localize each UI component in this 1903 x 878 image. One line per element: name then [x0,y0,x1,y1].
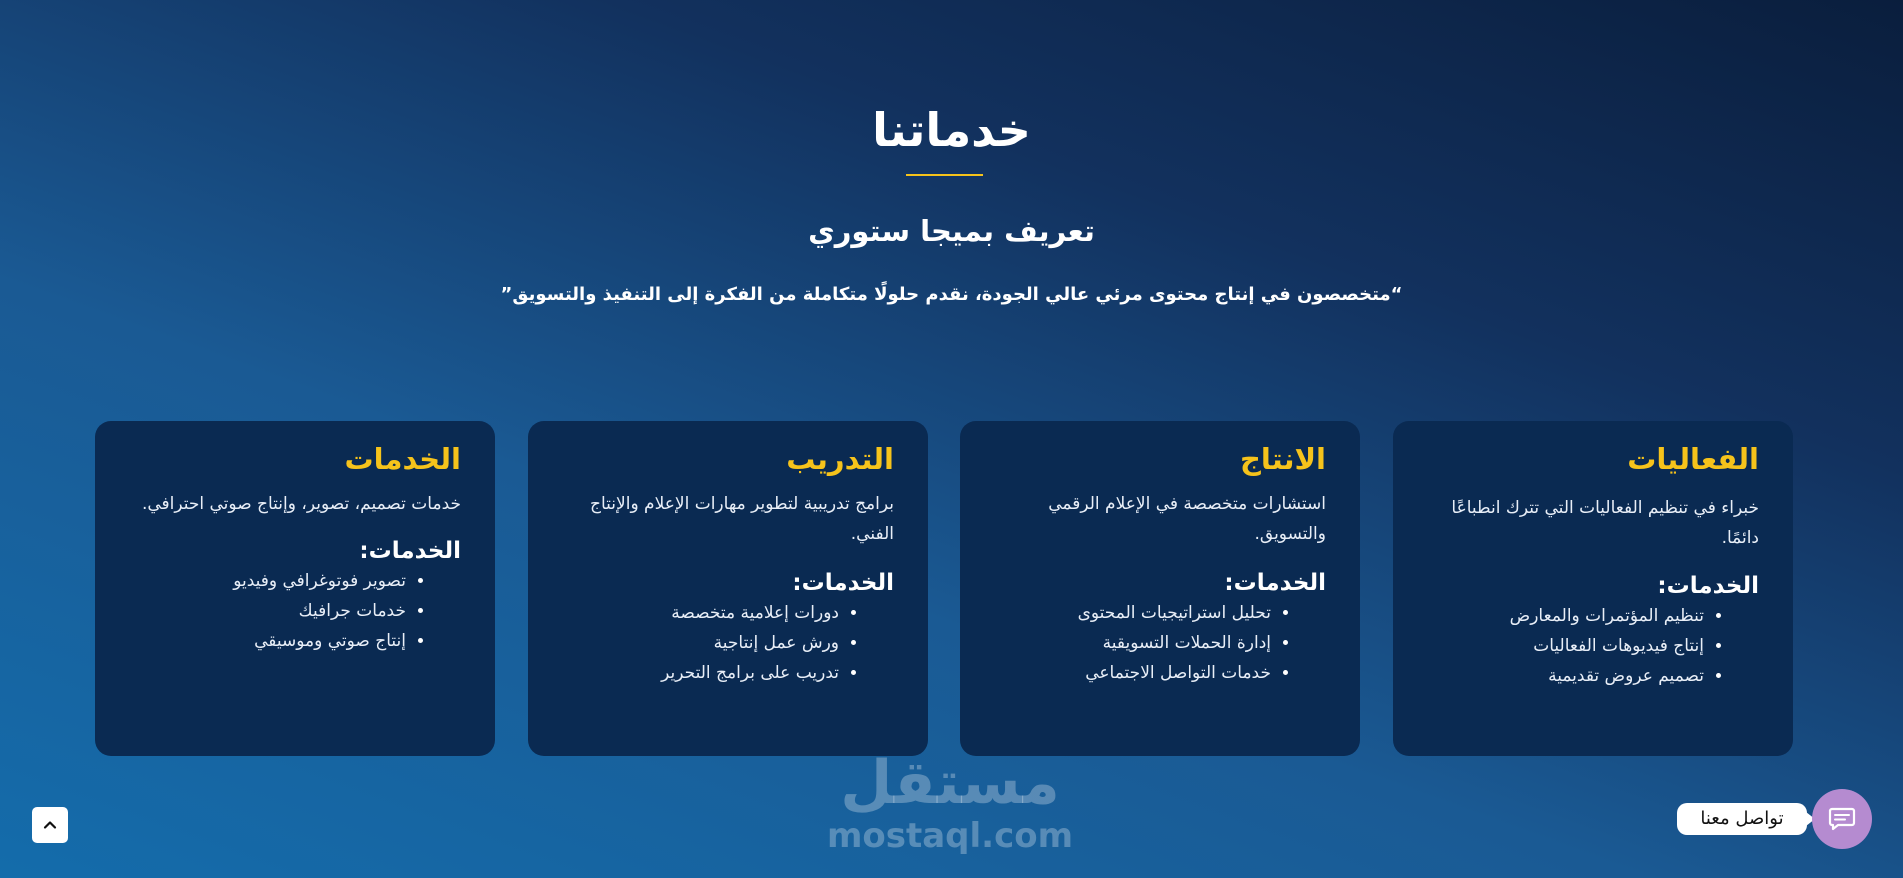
section-tagline: “متخصصون في إنتاج محتوى مرئي عالي الجودة، نقدم حلولًا متكاملة من الفكرة إلى التنفيذ والتسويق” [500,284,1403,305]
card-services-heading: الخدمات: [1224,570,1326,596]
watermark-arabic: مستقل [840,748,1060,818]
card-services-list [562,598,894,688]
service-card-training [528,421,928,756]
list-item: • إنتاج فيديوهات الفعاليات [1427,631,1704,661]
card-services-heading: الخدمات: [1657,573,1759,599]
list-item: • إنتاج صوتي وموسيقي [129,626,406,656]
card-title: الخدمات [344,442,461,476]
list-item: • تصميم عروض تقديمية [1427,661,1704,691]
contact-chat-button[interactable] [1812,789,1872,849]
card-services-heading: الخدمات: [792,570,894,596]
card-description: استشارات متخصصة في الإعلام الرقمي والتسويق. [1048,494,1326,544]
watermark-latin: mostaql.com [826,816,1074,856]
card-services-list [1427,601,1759,691]
list-item: • دورات إعلامية متخصصة [562,598,839,628]
card-title: التدريب [786,442,894,476]
card-services-heading: الخدمات: [359,538,461,564]
list-item: • إدارة الحملات التسويقية [994,628,1271,658]
service-card-events [1393,421,1793,756]
section-subtitle: تعريف بميجا ستوري [808,214,1095,248]
list-item: • تصوير فوتوغرافي وفيديو [129,566,406,596]
card-description: خدمات تصميم، تصوير، وإنتاج صوتي احترافي. [141,494,461,514]
contact-label[interactable]: تواصل معنا [1677,803,1807,835]
scroll-top-button[interactable] [32,807,68,843]
card-description: خبراء في تنظيم الفعاليات التي تترك انطباعًا دائمًا. [1451,498,1759,548]
card-services-list [994,598,1326,688]
list-item: • تحليل استراتيجيات المحتوى [994,598,1271,628]
card-services-list [129,566,461,656]
title-underline [906,174,983,176]
watermark-logo [820,748,1080,858]
list-item: • خدمات جرافيك [129,596,406,626]
card-title: الانتاج [1239,442,1326,476]
chat-icon [1827,804,1857,834]
service-card-production [960,421,1360,756]
list-item: • تنظيم المؤتمرات والمعارض [1427,601,1704,631]
service-card-services [95,421,495,756]
list-item: • تدريب على برامج التحرير [562,658,839,688]
card-title: الفعاليات [1627,442,1759,476]
list-item: • ورش عمل إنتاجية [562,628,839,658]
list-item: • خدمات التواصل الاجتماعي [994,658,1271,688]
chevron-up-icon [42,817,58,833]
section-title: خدماتنا [872,103,1031,157]
card-description: برامج تدريبية لتطوير مهارات الإعلام والإنتاج الفني. [590,494,894,544]
